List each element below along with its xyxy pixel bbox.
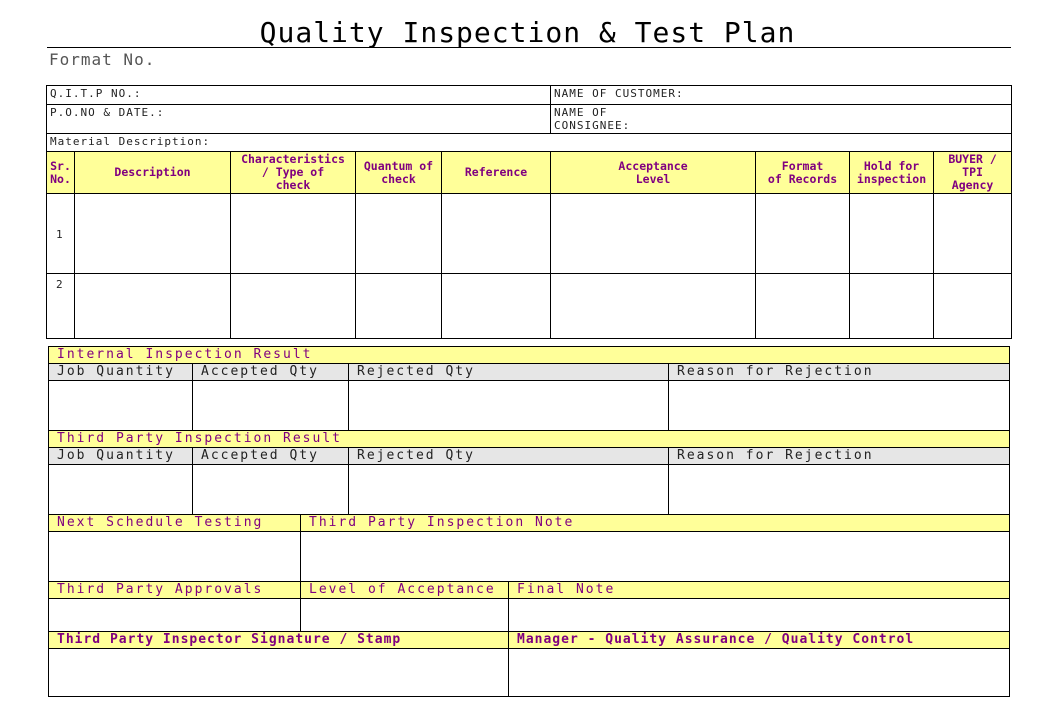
tpi-rejected-qty-label: Rejected Qty (349, 448, 669, 465)
row-number: 2 (47, 274, 75, 339)
inspection-plan-table (46, 85, 1012, 339)
tpi-accepted-qty-field[interactable] (193, 465, 349, 515)
level-of-acceptance-heading: Level of Acceptance (301, 582, 509, 599)
material-description-field[interactable]: Material Description: (47, 134, 1012, 152)
final-note-field[interactable] (509, 599, 1010, 632)
acceptance-cell[interactable] (551, 194, 756, 274)
next-schedule-testing-heading: Next Schedule Testing (49, 515, 301, 532)
characteristics-cell[interactable] (231, 194, 356, 274)
manager-qa-qc-heading: Manager - Quality Assurance / Quality Control (509, 632, 1010, 649)
next-schedule-testing-field[interactable] (49, 532, 301, 582)
internal-accepted-qty-field[interactable] (193, 381, 349, 431)
tpi-reason-field[interactable] (669, 465, 1010, 515)
title-divider (47, 47, 1011, 48)
consignee-label-line1: NAME OF (554, 106, 608, 119)
po-number-date-field[interactable]: P.O.NO & DATE.: (47, 105, 551, 134)
col-header-reference: Reference (442, 152, 551, 194)
document-title: Quality Inspection & Test Plan (259, 16, 796, 49)
inspector-signature-field[interactable] (49, 649, 509, 697)
col-header-quantum: Quantum of check (356, 152, 442, 194)
col-header-acceptance: Acceptance Level (551, 152, 756, 194)
plan-header-row (47, 152, 1012, 194)
third-party-approvals-field[interactable] (49, 599, 301, 632)
internal-rejected-qty-label: Rejected Qty (349, 364, 669, 381)
reference-cell[interactable] (442, 194, 551, 274)
internal-accepted-qty-label: Accepted Qty (193, 364, 349, 381)
internal-job-quantity-field[interactable] (49, 381, 193, 431)
characteristics-cell[interactable] (231, 274, 356, 339)
reference-cell[interactable] (442, 274, 551, 339)
consignee-name-field[interactable] (551, 105, 1012, 134)
table-row (47, 194, 1012, 274)
third-party-inspection-result-heading: Third Party Inspection Result (49, 431, 1010, 448)
manager-qa-qc-signature-field[interactable] (509, 649, 1010, 697)
hold-cell[interactable] (850, 194, 934, 274)
quantum-cell[interactable] (356, 194, 442, 274)
buyer-tpi-cell[interactable] (934, 274, 1012, 339)
format-number-label: Format No. (49, 50, 156, 69)
description-cell[interactable] (75, 194, 231, 274)
tpi-job-quantity-field[interactable] (49, 465, 193, 515)
table-row (47, 274, 1012, 339)
tpi-reason-label: Reason for Rejection (669, 448, 1010, 465)
final-note-heading: Final Note (509, 582, 1010, 599)
inspector-signature-heading: Third Party Inspector Signature / Stamp (49, 632, 509, 649)
row-number: 1 (47, 194, 75, 274)
acceptance-cell[interactable] (551, 274, 756, 339)
col-header-hold: Hold for inspection (850, 152, 934, 194)
customer-name-field[interactable]: NAME OF CUSTOMER: (551, 86, 1012, 105)
format-cell[interactable] (756, 194, 850, 274)
tpi-note-heading: Third Party Inspection Note (301, 515, 1010, 532)
internal-reason-label: Reason for Rejection (669, 364, 1010, 381)
internal-reason-field[interactable] (669, 381, 1010, 431)
consignee-label-line2: CONSIGNEE: (554, 119, 631, 132)
tpi-job-quantity-label: Job Quantity (49, 448, 193, 465)
col-header-characteristics: Characteristics / Type of check (231, 152, 356, 194)
col-header-description: Description (75, 152, 231, 194)
tpi-rejected-qty-field[interactable] (349, 465, 669, 515)
tpi-note-field[interactable] (301, 532, 1010, 582)
inspection-result-table (48, 346, 1010, 697)
buyer-tpi-cell[interactable] (934, 194, 1012, 274)
tpi-accepted-qty-label: Accepted Qty (193, 448, 349, 465)
format-cell[interactable] (756, 274, 850, 339)
hold-cell[interactable] (850, 274, 934, 339)
col-header-format: Format of Records (756, 152, 850, 194)
internal-job-quantity-label: Job Quantity (49, 364, 193, 381)
description-cell[interactable] (75, 274, 231, 339)
level-of-acceptance-field[interactable] (301, 599, 509, 632)
col-header-sr-no: Sr. No. (47, 152, 75, 194)
qitp-number-field[interactable]: Q.I.T.P NO.: (47, 86, 551, 105)
col-header-buyer-tpi: BUYER / TPI Agency (934, 152, 1012, 194)
quantum-cell[interactable] (356, 274, 442, 339)
internal-rejected-qty-field[interactable] (349, 381, 669, 431)
third-party-approvals-heading: Third Party Approvals (49, 582, 301, 599)
internal-inspection-result-heading: Internal Inspection Result (49, 347, 1010, 364)
